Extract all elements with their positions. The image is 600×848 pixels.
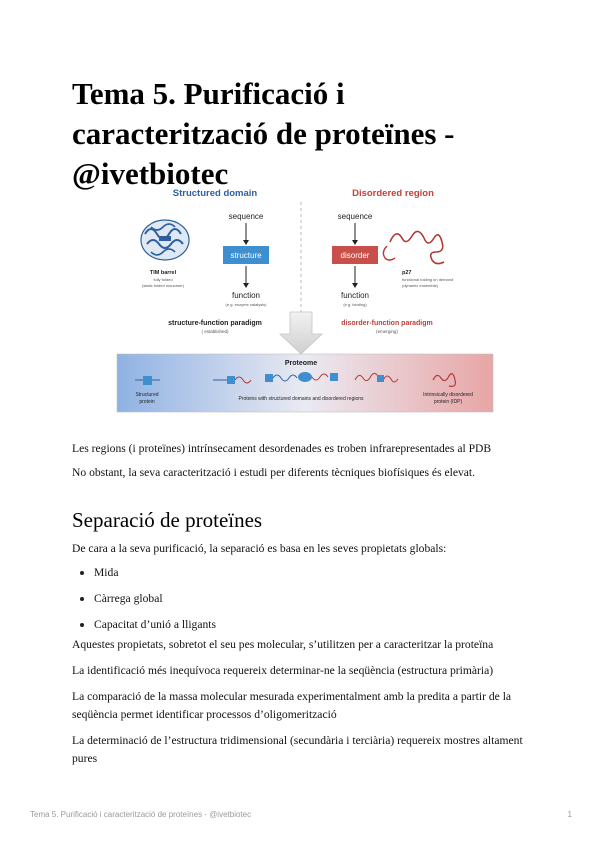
paragraph-1: Les regions (i proteïnes) intrínsecament desordenades es troben infrarepresentades al PDB xyxy=(72,442,492,455)
paradigm-right-sub: (emerging) xyxy=(376,329,398,334)
paradigm-right: disorder-function paradigm xyxy=(341,320,433,327)
list-item xyxy=(72,564,216,590)
footer-text: Tema 5. Purificació i caracterització de proteïnes - @ivetbiotec xyxy=(30,810,252,819)
function-left: function xyxy=(231,291,261,300)
paradigm-left-sub: ( established) xyxy=(201,329,229,334)
structured-domain-label: Structured domain xyxy=(172,188,258,199)
list-item xyxy=(72,590,216,616)
tim-barrel-sub1: fully folded xyxy=(153,277,173,282)
list-item-text: Capacitat d’unió a lligants xyxy=(94,618,217,631)
bullet-icon xyxy=(80,623,84,627)
sequence-right: sequence xyxy=(337,212,373,221)
sequence-left: sequence xyxy=(228,212,264,221)
section-heading: Separació de proteïnes xyxy=(72,508,263,532)
idp-label-2: protein (IDP) xyxy=(433,399,463,405)
structure-disorder-figure xyxy=(115,182,495,414)
paragraph-4: Aquestes propietats, sobretot el seu pes molecular, s’utilitzen per a caracteritzar la proteïna xyxy=(72,638,494,651)
function-left-sub: (e.g. enzyme catalysis) xyxy=(225,302,267,307)
bullet-icon xyxy=(80,571,84,575)
arrow-left-1-head xyxy=(243,240,249,245)
tim-barrel-structure xyxy=(141,220,189,260)
idp-label-1: Intrinsically disordered xyxy=(423,392,473,398)
tim-barrel-sub2: (static folded monomer) xyxy=(141,283,185,288)
disordered-region-label: Disordered region xyxy=(352,188,434,199)
list-item-text: Càrrega global xyxy=(94,592,163,605)
structured-protein-label-2: protein xyxy=(139,399,155,405)
proteome-label: Proteome xyxy=(284,360,318,367)
paragraph-5: La identificació més inequívoca requereix determinar-ne la seqüència (estructura primària) xyxy=(72,664,494,677)
arrow-right-2-head xyxy=(352,283,358,288)
page-title: Tema 5. Purificació i caracterització de proteïnes - @ivetbiotec xyxy=(72,76,455,191)
disorder-box-label: disorder xyxy=(340,251,370,260)
big-down-arrow xyxy=(280,312,322,354)
list-item-text: Mida xyxy=(94,566,119,579)
p27-disordered-chain-2 xyxy=(383,246,395,260)
structure-box-label: structure xyxy=(230,251,262,260)
function-right: function xyxy=(340,291,370,300)
properties-list xyxy=(72,564,216,642)
p27-disordered-chain xyxy=(390,231,444,263)
page-number: 1 xyxy=(567,810,572,819)
paragraph-2: No obstant, la seva caracterització i estudi per diferents tècniques biofísiques és elevat. xyxy=(72,466,476,479)
arrow-left-2-head xyxy=(243,283,249,288)
p27-sub2: (dynamic ensemble) xyxy=(402,283,439,288)
mixed-proteins-label: Proteins with structured domains and disordered regions xyxy=(238,396,364,402)
paradigm-left: structure-function paradigm xyxy=(168,320,262,327)
arrow-right-1-head xyxy=(352,240,358,245)
structured-protein-label-1: Structured xyxy=(135,392,159,398)
function-right-sub: (e.g. binding) xyxy=(343,302,367,307)
p27-label: p27 xyxy=(402,270,412,276)
p27-sub1: functional folding on demand xyxy=(402,277,454,282)
page-footer xyxy=(30,810,572,819)
paragraph-7: La determinació de l’estructura tridimensional (secundària i terciària) requereix mostres altament pures xyxy=(72,734,523,765)
tim-barrel-label: TIM barrel xyxy=(149,270,177,276)
bullet-icon xyxy=(80,597,84,601)
paragraph-6: La comparació de la massa molecular mesurada experimentalment amb la predita a partir de la seqüència permet identificar processos d’oligomerització xyxy=(72,690,512,721)
paragraph-3: De cara a la seva purificació, la separació es basa en les seves propietats globals: xyxy=(72,542,447,555)
